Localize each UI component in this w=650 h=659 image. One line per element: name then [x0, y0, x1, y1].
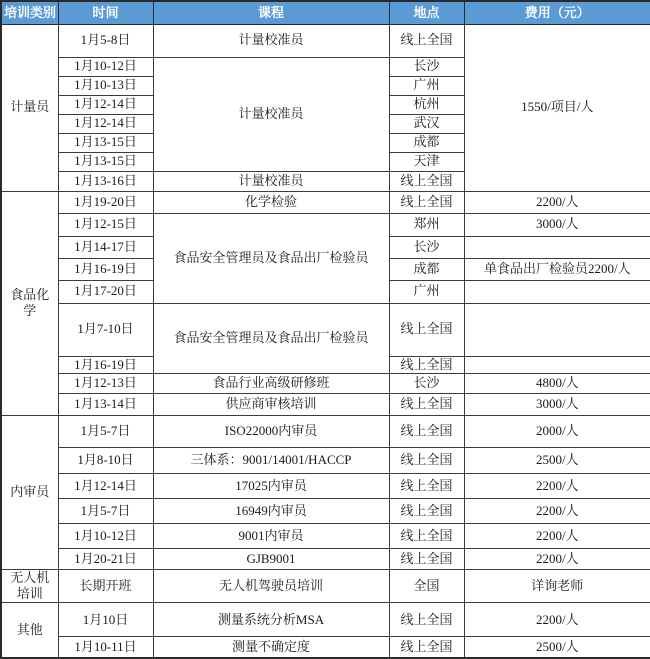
category-cell-internal-auditor: 内审员: [1, 415, 58, 569]
location-cell: 成都: [389, 133, 464, 152]
fee-cell: [464, 356, 650, 373]
fee-cell: 2200/人: [464, 523, 650, 548]
location-cell: 成都: [389, 258, 464, 280]
course-cell: ISO22000内审员: [153, 415, 389, 447]
category-cell-metrology: 计量员: [1, 24, 58, 191]
course-cell: 三体系：9001/14001/HACCP: [153, 447, 389, 473]
fee-cell: [464, 280, 650, 303]
fee-cell: 2200/人: [464, 498, 650, 523]
location-cell: 线上全国: [389, 415, 464, 447]
table-row: [1, 603, 650, 637]
table-row: [1, 373, 650, 393]
category-label: 无人机培训: [10, 569, 50, 601]
location-cell: 线上全国: [389, 171, 464, 191]
location-cell: 广州: [389, 280, 464, 303]
fee-cell: [464, 303, 650, 356]
location-cell: 线上全国: [389, 191, 464, 213]
course-cell: 16949内审员: [153, 498, 389, 523]
fee-cell: 详询老师: [464, 569, 650, 603]
fee-cell: [464, 236, 650, 258]
category-cell-other: 其他: [1, 603, 58, 658]
time-cell: 1月14-17日: [58, 236, 153, 258]
course-cell: GJB9001: [153, 548, 389, 569]
location-cell: 郑州: [389, 213, 464, 236]
location-cell: 杭州: [389, 95, 464, 114]
time-cell: 1月16-19日: [58, 258, 153, 280]
time-cell: 1月10-11日: [58, 637, 153, 658]
fee-cell: 2500/人: [464, 637, 650, 658]
category-cell-drone-training: [1, 569, 58, 603]
course-cell: 食品安全管理员及食品出厂检验员: [153, 303, 389, 373]
time-cell: 1月7-10日: [58, 303, 153, 356]
course-cell: 9001内审员: [153, 523, 389, 548]
course-cell: 计量校准员: [153, 171, 389, 191]
location-cell: 线上全国: [389, 473, 464, 498]
time-cell: 1月16-19日: [58, 356, 153, 373]
time-cell: 1月13-15日: [58, 152, 153, 171]
time-cell: 1月12-14日: [58, 95, 153, 114]
fee-cell: 3000/人: [464, 393, 650, 415]
fee-cell: 1550/项目/人: [464, 24, 650, 191]
fee-cell: 2200/人: [464, 548, 650, 569]
location-cell: 武汉: [389, 114, 464, 133]
course-cell: 供应商审核培训: [153, 393, 389, 415]
header-cell-location: 地点: [389, 1, 464, 24]
course-cell: 17025内审员: [153, 473, 389, 498]
time-cell: 1月19-20日: [58, 191, 153, 213]
location-cell: 线上全国: [389, 498, 464, 523]
location-cell: 线上全国: [389, 447, 464, 473]
fee-cell: 3000/人: [464, 213, 650, 236]
table-row: [1, 548, 650, 569]
location-cell: 线上全国: [389, 603, 464, 637]
header-cell-category: 培训类别: [1, 1, 58, 24]
time-cell: 1月5-7日: [58, 415, 153, 447]
table-row: [1, 24, 650, 57]
course-cell: 测量不确定度: [153, 637, 389, 658]
location-cell: 全国: [389, 569, 464, 603]
header-cell-fee: 费用（元）: [464, 1, 650, 24]
table-row: [1, 569, 650, 603]
time-cell: 1月12-13日: [58, 373, 153, 393]
time-cell: 1月5-8日: [58, 24, 153, 57]
time-cell: 1月13-15日: [58, 133, 153, 152]
time-cell: 1月10-12日: [58, 523, 153, 548]
header-row: [1, 1, 650, 24]
table-row: [1, 447, 650, 473]
time-cell: 1月12-14日: [58, 473, 153, 498]
time-cell: 1月8-10日: [58, 447, 153, 473]
category-cell-food-chemistry: 食品化学: [1, 191, 58, 415]
time-cell: 1月17-20日: [58, 280, 153, 303]
course-cell: 无人机驾驶员培训: [153, 569, 389, 603]
table-row: [1, 415, 650, 447]
location-cell: 线上全国: [389, 548, 464, 569]
table-row: [1, 303, 650, 356]
location-cell: 线上全国: [389, 356, 464, 373]
table-row: [1, 523, 650, 548]
location-cell: 天津: [389, 152, 464, 171]
location-cell: 广州: [389, 76, 464, 95]
location-cell: 长沙: [389, 236, 464, 258]
time-cell: 1月10-12日: [58, 57, 153, 76]
table-row: [1, 213, 650, 236]
header-cell-time: 时间: [58, 1, 153, 24]
time-cell: 1月10日: [58, 603, 153, 637]
location-cell: 线上全国: [389, 637, 464, 658]
time-cell: 1月13-14日: [58, 393, 153, 415]
time-cell: 1月12-14日: [58, 114, 153, 133]
fee-cell: 4800/人: [464, 373, 650, 393]
fee-cell: 2200/人: [464, 473, 650, 498]
fee-cell: 2200/人: [464, 191, 650, 213]
location-cell: 线上全国: [389, 523, 464, 548]
course-cell: 食品安全管理员及食品出厂检验员: [153, 213, 389, 303]
time-cell: 1月13-16日: [58, 171, 153, 191]
course-cell: 测量系统分析MSA: [153, 603, 389, 637]
time-cell: 1月5-7日: [58, 498, 153, 523]
fee-cell: 2200/人: [464, 603, 650, 637]
time-cell: 长期开班: [58, 569, 153, 603]
fee-cell: 2500/人: [464, 447, 650, 473]
course-cell: 化学检验: [153, 191, 389, 213]
course-cell: 计量校准员: [153, 57, 389, 171]
time-cell: 1月10-13日: [58, 76, 153, 95]
location-cell: 线上全国: [389, 24, 464, 57]
course-cell: 计量校准员: [153, 24, 389, 57]
fee-cell: 2000/人: [464, 415, 650, 447]
location-cell: 长沙: [389, 373, 464, 393]
table-row: [1, 393, 650, 415]
table-row: [1, 637, 650, 658]
fee-cell: 单食品出厂检验员2200/人: [464, 258, 650, 280]
table-row: [1, 191, 650, 213]
location-cell: 线上全国: [389, 393, 464, 415]
table-row: [1, 473, 650, 498]
time-cell: 1月20-21日: [58, 548, 153, 569]
header-cell-course: 课程: [153, 1, 389, 24]
location-cell: 长沙: [389, 57, 464, 76]
location-cell: 线上全国: [389, 303, 464, 356]
time-cell: 1月12-15日: [58, 213, 153, 236]
course-cell: 食品行业高级研修班: [153, 373, 389, 393]
table-row: [1, 498, 650, 523]
